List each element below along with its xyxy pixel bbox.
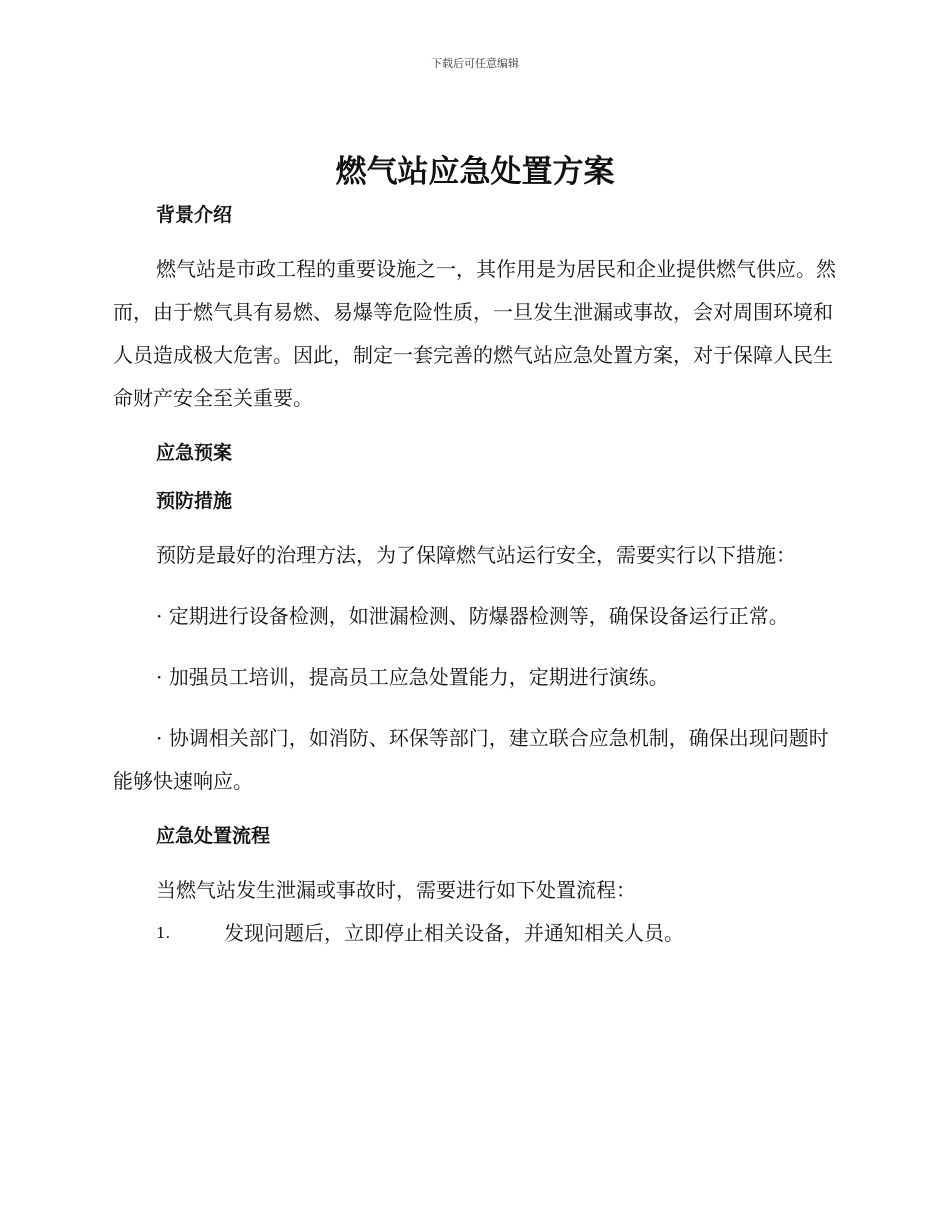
paragraph-prevention-intro: 预防是最好的治理方法，为了保障燃气站运行安全，需要实行以下措施： [156, 543, 796, 567]
paragraph-procedure-intro: 当燃气站发生泄漏或事故时，需要进行如下处置流程： [156, 878, 636, 902]
header-note: 下载后可任意编辑 [431, 57, 519, 70]
heading-background: 背景介绍 [156, 204, 233, 226]
step-text: 发现问题后，立即停止相关设备，并通知相关人员。 [224, 921, 684, 945]
heading-procedure: 应急处置流程 [156, 825, 271, 847]
heading-emergency-plan: 应急预案 [156, 442, 233, 464]
step-number: 1. [156, 924, 171, 942]
heading-prevention: 预防措施 [156, 490, 233, 512]
document-title: 燃气站应急处置方案 [335, 154, 615, 190]
bullet-item: · 协调相关部门，如消防、环保等部门，建立联合应急机制，确保出现问题时能够快速响应。 [113, 726, 829, 793]
numbered-step [113, 912, 837, 955]
paragraph-background: 燃气站是市政工程的重要设施之一，其作用是为居民和企业提供燃气供应。然而，由于燃气具有易燃、易爆等危险性质，一旦发生泄漏或事故，会对周围环境和人员造成极大危害。因此，制定一套完善的燃气站应急处置方案，对于保障人民生命财产安全至关重要。 [113, 257, 836, 410]
document-body [113, 150, 837, 955]
bullet-item: · 定期进行设备检测，如泄漏检测、防爆器检测等，确保设备运行正常。 [156, 604, 789, 628]
bullet-item: · 加强员工培训，提高员工应急处置能力，定期进行演练。 [156, 665, 669, 689]
